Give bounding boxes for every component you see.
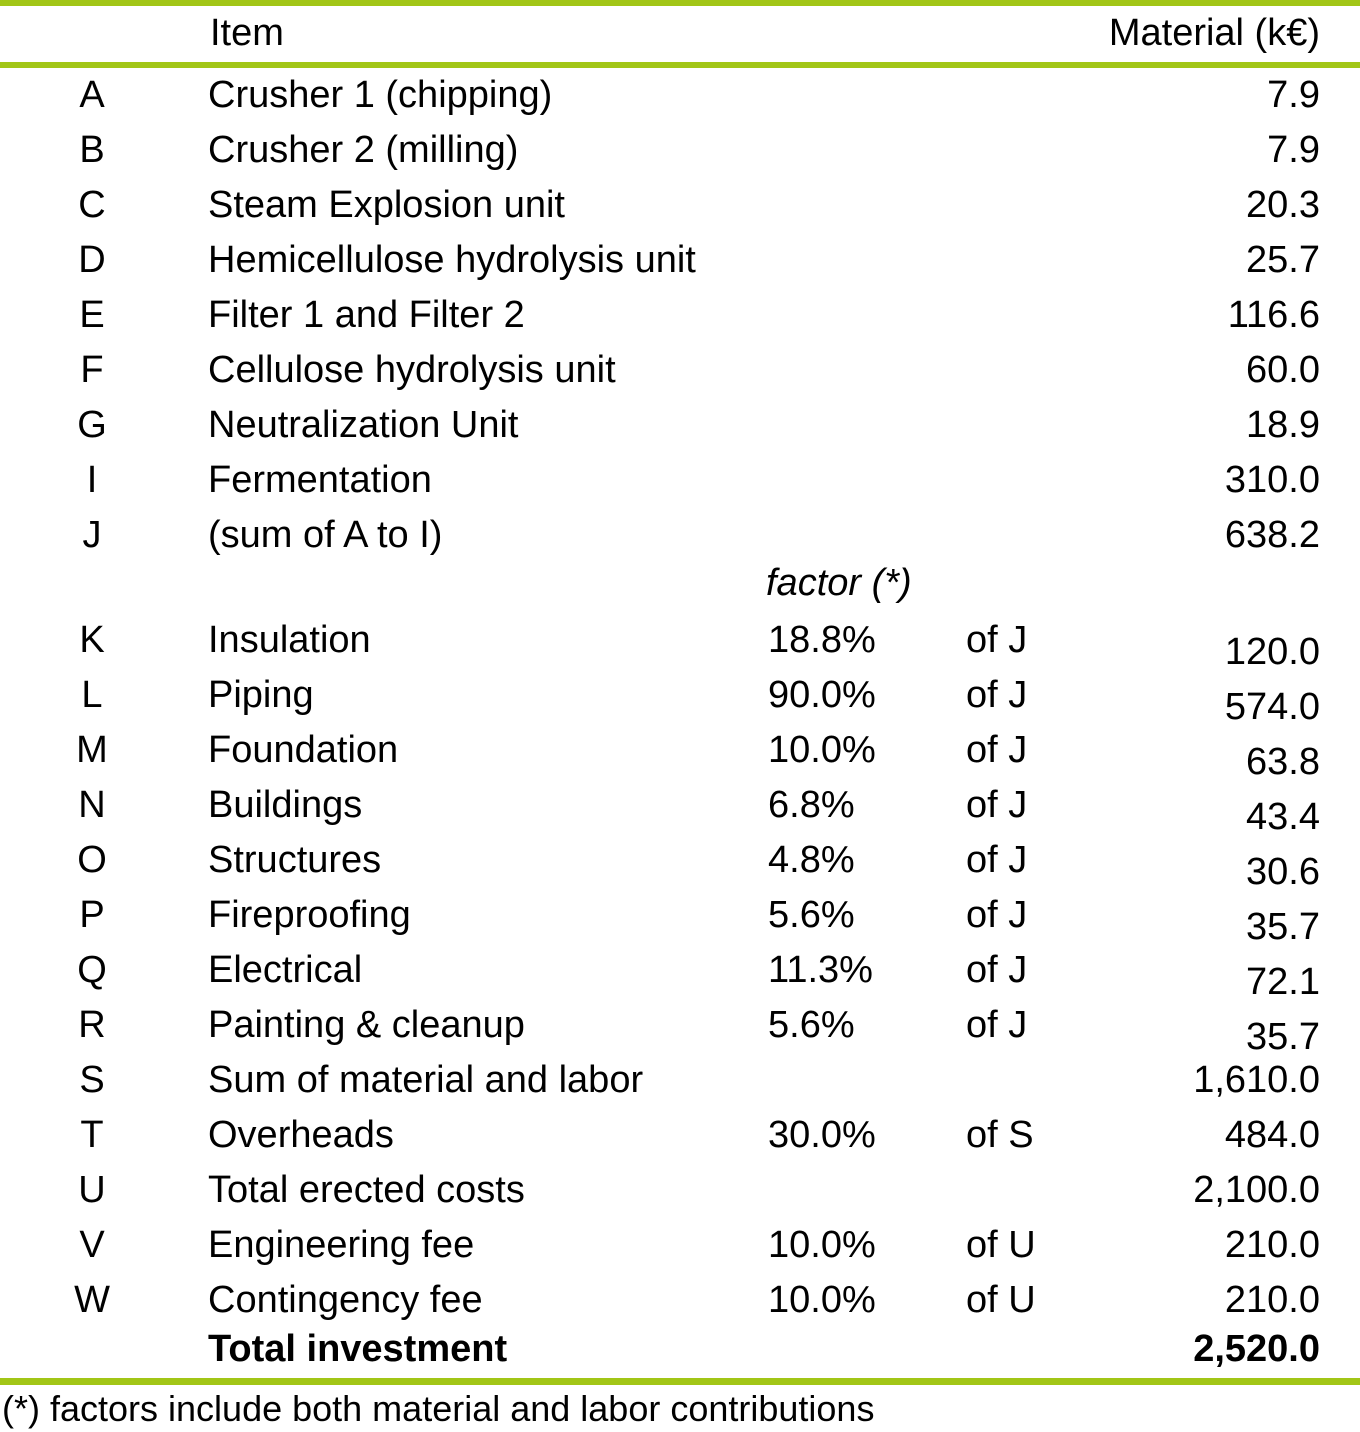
- row-basis: of J: [966, 839, 1028, 881]
- row-basis: of U: [966, 1279, 1036, 1321]
- column-header-item: Item: [210, 12, 284, 54]
- total-label: Total investment: [208, 1328, 508, 1370]
- row-letter: M: [76, 729, 108, 771]
- row-basis: of J: [966, 674, 1028, 716]
- row-letter: V: [79, 1224, 105, 1266]
- row-letter: Q: [77, 949, 107, 991]
- factor-caption: factor (*): [766, 562, 912, 604]
- table-row: [0, 613, 1360, 673]
- row-item: Sum of material and labor: [208, 1059, 644, 1101]
- row-value: 7.9: [1267, 129, 1320, 171]
- row-letter: O: [77, 839, 107, 881]
- row-letter: C: [78, 184, 106, 226]
- table-row: [0, 778, 1360, 838]
- row-letter: E: [79, 294, 105, 336]
- table-row: [0, 508, 1360, 563]
- table-row: [0, 1218, 1360, 1273]
- footnote: (*) factors include both material and labor contributions: [2, 1388, 875, 1429]
- row-value: 60.0: [1246, 349, 1320, 391]
- row-letter: J: [82, 514, 102, 556]
- row-value: 638.2: [1224, 514, 1320, 556]
- row-item: Structures: [208, 839, 382, 881]
- row-value: 210.0: [1224, 1224, 1320, 1266]
- row-value: 18.9: [1246, 404, 1320, 446]
- row-value: 30.6: [1246, 851, 1320, 893]
- factor-caption-row: [0, 556, 1360, 611]
- row-value: 310.0: [1224, 459, 1320, 501]
- table-row: [0, 68, 1360, 123]
- total-row: [0, 1322, 1360, 1377]
- row-basis: of U: [966, 1224, 1036, 1266]
- row-letter: U: [78, 1169, 106, 1211]
- row-letter: D: [78, 239, 106, 281]
- row-factor: 6.8%: [768, 784, 855, 826]
- row-basis: of J: [966, 729, 1028, 771]
- row-item: Filter 1 and Filter 2: [208, 294, 525, 336]
- row-item: Crusher 2 (milling): [208, 129, 519, 171]
- row-item: Electrical: [208, 949, 363, 991]
- row-value: 484.0: [1224, 1114, 1320, 1156]
- row-letter: F: [80, 349, 104, 391]
- row-factor: 30.0%: [768, 1114, 876, 1156]
- column-header-material: Material (k€): [1108, 12, 1320, 54]
- table-row: [0, 668, 1360, 728]
- row-value: 20.3: [1246, 184, 1320, 226]
- row-value: 7.9: [1267, 74, 1320, 116]
- row-factor: 10.0%: [768, 1279, 876, 1321]
- row-item: Total erected costs: [208, 1169, 525, 1211]
- row-item: Buildings: [208, 784, 363, 826]
- row-factor: 90.0%: [768, 674, 876, 716]
- table-row: [0, 288, 1360, 343]
- row-item: Fermentation: [208, 459, 432, 501]
- row-factor: 11.3%: [768, 949, 873, 991]
- table-row: [0, 1163, 1360, 1218]
- row-basis: of J: [966, 784, 1028, 826]
- row-letter: P: [79, 894, 105, 936]
- row-item: Insulation: [208, 619, 371, 661]
- table-row: [0, 1273, 1360, 1328]
- table-row: [0, 723, 1360, 783]
- row-value: 2,100.0: [1193, 1169, 1320, 1211]
- row-letter: W: [74, 1279, 110, 1321]
- table-row: [0, 398, 1360, 453]
- row-basis: of S: [966, 1114, 1034, 1156]
- row-letter: S: [79, 1059, 105, 1101]
- row-value: 1,610.0: [1193, 1059, 1320, 1101]
- row-value: 120.0: [1224, 631, 1320, 673]
- row-value: 116.6: [1227, 294, 1320, 336]
- row-value: 574.0: [1224, 686, 1320, 728]
- row-factor: 18.8%: [768, 619, 876, 661]
- table-row: [0, 1053, 1360, 1108]
- table-row: [0, 178, 1360, 233]
- table-row: [0, 943, 1360, 1003]
- row-item: Overheads: [208, 1114, 394, 1156]
- row-item: Fireproofing: [208, 894, 411, 936]
- row-item: Contingency fee: [208, 1279, 483, 1321]
- table-row: [0, 233, 1360, 288]
- table-row: [0, 123, 1360, 178]
- row-letter: R: [78, 1004, 106, 1046]
- row-item: Crusher 1 (chipping): [208, 74, 553, 116]
- row-item: Engineering fee: [208, 1224, 475, 1266]
- bottom-rule: [0, 1378, 1360, 1385]
- table-row: [0, 833, 1360, 893]
- row-letter: G: [77, 404, 107, 446]
- row-item: Piping: [208, 674, 314, 716]
- row-letter: N: [78, 784, 106, 826]
- row-factor: 10.0%: [768, 1224, 876, 1266]
- row-item: (sum of A to I): [208, 514, 443, 556]
- row-letter: I: [86, 459, 98, 501]
- table-row: [0, 343, 1360, 398]
- table-row: [0, 1108, 1360, 1163]
- row-factor: 5.6%: [768, 894, 855, 936]
- row-value: 35.7: [1246, 906, 1320, 948]
- row-value: 63.8: [1246, 741, 1320, 783]
- row-value: 35.7: [1246, 1016, 1320, 1058]
- row-factor: 4.8%: [768, 839, 855, 881]
- row-letter: A: [79, 74, 105, 116]
- table-row: [0, 453, 1360, 508]
- row-item: Hemicellulose hydrolysis unit: [208, 239, 696, 281]
- row-value: 72.1: [1246, 961, 1320, 1003]
- row-letter: L: [81, 674, 103, 716]
- row-item: Cellulose hydrolysis unit: [208, 349, 616, 391]
- total-value: 2,520.0: [1193, 1328, 1320, 1370]
- row-basis: of J: [966, 1004, 1028, 1046]
- table-row: [0, 998, 1360, 1058]
- table-header-row: [0, 4, 1360, 62]
- row-item: Neutralization Unit: [208, 404, 519, 446]
- row-letter: K: [79, 619, 105, 661]
- row-value: 210.0: [1224, 1279, 1320, 1321]
- row-basis: of J: [966, 894, 1028, 936]
- table-row: [0, 888, 1360, 948]
- row-letter: T: [80, 1114, 104, 1156]
- row-letter: B: [79, 129, 105, 171]
- row-item: Painting & cleanup: [208, 1004, 525, 1046]
- row-basis: of J: [966, 949, 1028, 991]
- row-factor: 10.0%: [768, 729, 876, 771]
- row-value: 25.7: [1246, 239, 1320, 281]
- row-factor: 5.6%: [768, 1004, 855, 1046]
- row-item: Foundation: [208, 729, 399, 771]
- row-item: Steam Explosion unit: [208, 184, 565, 226]
- row-basis: of J: [966, 619, 1028, 661]
- row-value: 43.4: [1246, 796, 1320, 838]
